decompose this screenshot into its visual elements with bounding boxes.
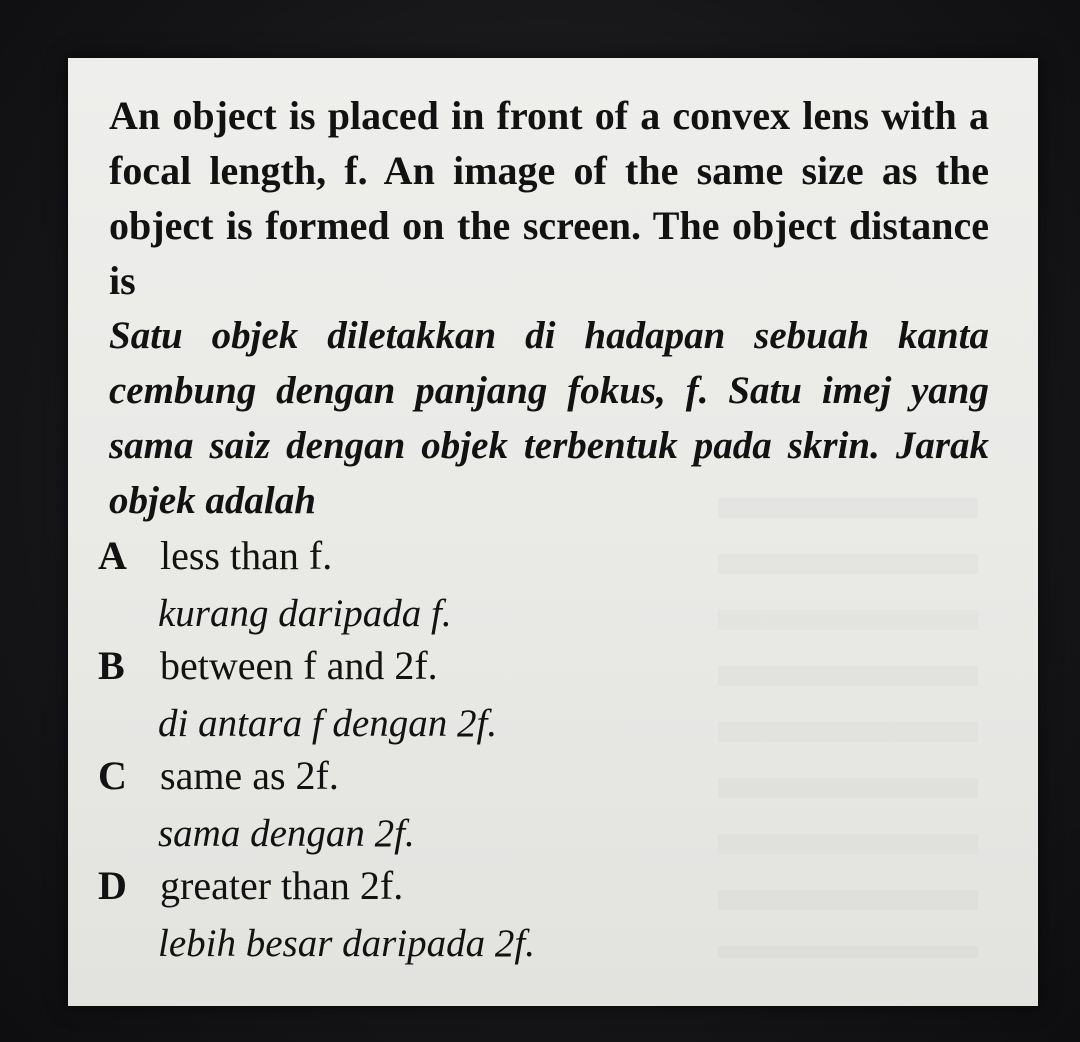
option-letter: D: [98, 863, 127, 908]
option-d: [98, 858, 798, 1042]
question-text-malay: Satu objek diletakkan di hadapan sebuah kanta cembung dengan panjang fokus, f. Satu imej yang sama saiz dengan objek terbentuk pada skrin. Jarak objek adalah: [109, 314, 989, 522]
option-letter: C: [98, 753, 127, 798]
option-text-malay: kurang daripada f.: [158, 592, 452, 635]
option-letter: A: [98, 533, 127, 578]
question-paper: [68, 58, 1038, 1006]
answer-options: [98, 528, 798, 1042]
option-text-english: same as 2f.: [160, 753, 339, 798]
option-text-malay: di antara f dengan 2f.: [158, 702, 498, 745]
option-text-malay: sama dengan 2f.: [158, 812, 415, 855]
question-stem: [109, 88, 989, 528]
option-text-malay: lebih besar daripada 2f.: [158, 922, 535, 965]
question-text-english: An object is placed in front of a convex lens with a focal length, f. An image of the same size as the object is formed on the screen. The object distance is: [109, 93, 989, 303]
option-text-english: less than f.: [160, 533, 333, 578]
option-letter: B: [98, 643, 125, 688]
option-text-english: greater than 2f.: [160, 863, 404, 908]
option-text-english: between f and 2f.: [160, 643, 438, 688]
